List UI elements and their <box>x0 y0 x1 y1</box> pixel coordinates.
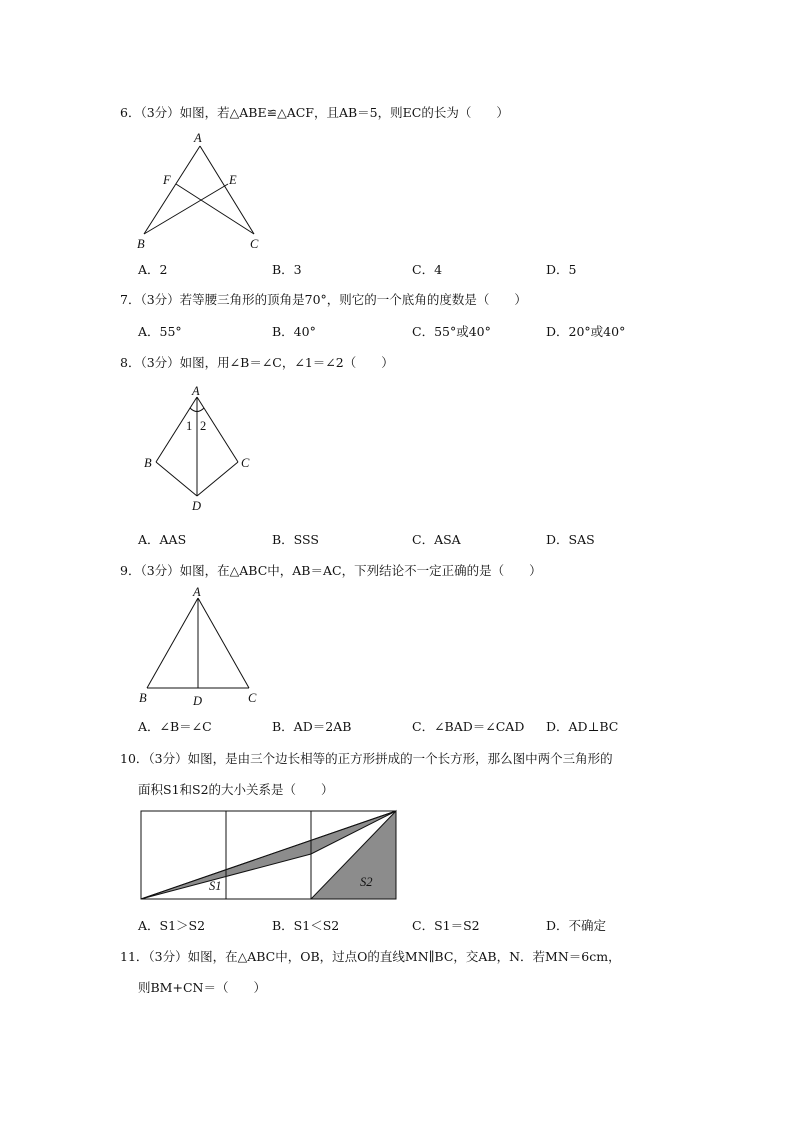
label-angle-1: 1 <box>186 419 193 433</box>
label-s1: S1 <box>209 879 222 893</box>
q10-option-b[interactable]: B．S1＜S2 <box>272 918 340 933</box>
q8-option-b[interactable]: B．SSS <box>272 532 319 547</box>
question-11-stem-line1: 11．（3分）如图，在△ABC中，OB，过点O的直线MN∥BC，交AB，N．若MN＝6cm， <box>120 949 621 964</box>
line-cd <box>197 462 238 496</box>
label-b: B <box>144 456 152 470</box>
label-c: C <box>250 237 259 251</box>
label-angle-2: 2 <box>200 419 207 433</box>
q6-option-b[interactable]: B．3 <box>272 262 302 277</box>
question-8-figure <box>140 382 260 517</box>
label-e: E <box>229 173 237 187</box>
label-b: B <box>139 691 147 705</box>
q7-option-d[interactable]: D．20°或40° <box>546 324 626 339</box>
q9-option-d[interactable]: D．AD⊥BC <box>546 719 619 734</box>
question-11-stem-line2: 则BM+CN＝（ ） <box>138 980 266 995</box>
q8-option-d[interactable]: D．SAS <box>546 532 595 547</box>
question-10-figure <box>138 808 400 902</box>
label-f: F <box>163 173 171 187</box>
q8-option-c[interactable]: C．ASA <box>412 532 461 547</box>
q6-option-a[interactable]: A．2 <box>138 262 168 277</box>
label-s2: S2 <box>360 875 373 889</box>
question-9-figure <box>134 584 274 709</box>
triangle-s2 <box>311 811 396 899</box>
q9-option-b[interactable]: B．AD＝2AB <box>272 719 352 734</box>
label-d: D <box>193 694 203 708</box>
q10-option-c[interactable]: C．S1＝S2 <box>412 918 480 933</box>
line-ab <box>147 598 198 688</box>
label-a: A <box>193 585 201 599</box>
q6-option-c[interactable]: C．4 <box>412 262 443 277</box>
label-a: A <box>194 131 202 145</box>
line-bd <box>156 462 197 496</box>
question-7-stem: 7．（3分）若等腰三角形的顶角是70°，则它的一个底角的度数是（ ） <box>120 292 527 307</box>
label-a: A <box>192 384 200 398</box>
q7-option-c[interactable]: C．55°或40° <box>412 324 491 339</box>
q6-option-d[interactable]: D．5 <box>546 262 577 277</box>
question-6-stem: 6．（3分）如图，若△ABE≌△ACF，且AB＝5，则EC的长为（ ） <box>120 105 509 120</box>
question-9-stem: 9．（3分）如图，在△ABC中，AB＝AC，下列结论不一定正确的是（ ） <box>120 563 542 578</box>
q7-option-b[interactable]: B．40° <box>272 324 316 339</box>
question-8-stem: 8．（3分）如图，用∠B＝∠C，∠1＝∠2（ ） <box>120 355 394 370</box>
q9-option-a[interactable]: A．∠B＝∠C <box>138 719 212 734</box>
question-6-figure <box>130 128 270 253</box>
q8-option-a[interactable]: A．AAS <box>138 532 187 547</box>
line-ac <box>200 146 254 234</box>
q9-option-c[interactable]: C．∠BAD＝∠CAD <box>412 719 525 734</box>
label-c: C <box>241 456 250 470</box>
q10-option-a[interactable]: A．S1＞S2 <box>138 918 206 933</box>
label-d: D <box>192 499 202 513</box>
question-10-stem-line1: 10．（3分）如图，是由三个边长相等的正方形拼成的一个长方形，那么图中两个三角形的 <box>120 751 613 766</box>
question-10-stem-line2: 面积S1和S2的大小关系是（ ） <box>138 782 334 797</box>
q10-option-d[interactable]: D．不确定 <box>546 918 607 933</box>
q7-option-a[interactable]: A．55° <box>138 324 182 339</box>
label-b: B <box>137 237 145 251</box>
line-ab <box>144 146 200 234</box>
line-ac <box>198 598 249 688</box>
label-c: C <box>248 691 257 705</box>
